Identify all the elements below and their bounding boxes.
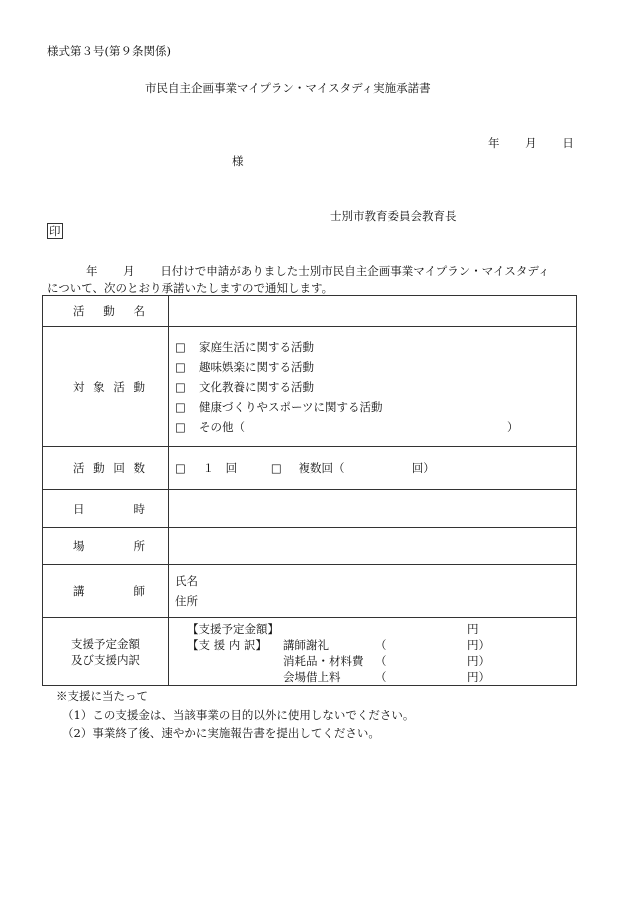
label-char: 時 <box>133 501 145 516</box>
count-multi-label: 複数回（ <box>298 461 345 475</box>
checkbox-icon[interactable]: □ <box>175 379 186 394</box>
label-char: 数 <box>133 461 145 475</box>
seal-mark <box>47 223 63 239</box>
item-close: 円） <box>467 638 490 652</box>
activity-count-label <box>43 447 169 490</box>
activity-name-label <box>43 296 169 327</box>
item-open-paren: （ <box>375 638 387 652</box>
row-support <box>43 618 577 686</box>
place-field[interactable] <box>169 528 577 565</box>
note-item: （2）事業終了後、速やかに実施報告書を提出してください。 <box>62 726 380 740</box>
count-once-label: １ 回 <box>202 461 238 475</box>
label-char: 所 <box>133 539 145 553</box>
item-name: 講師謝礼 <box>283 638 329 652</box>
label-char: 動 <box>103 304 115 318</box>
intro-month: 月 <box>123 264 135 278</box>
date-month: 月 <box>525 136 537 150</box>
option-other[interactable] <box>175 417 576 437</box>
option-culture[interactable] <box>175 377 576 397</box>
row-activity-count <box>43 447 577 490</box>
label-char: 動 <box>133 379 145 394</box>
label-char: 師 <box>133 584 145 598</box>
datetime-label <box>43 490 169 528</box>
row-place <box>43 528 577 565</box>
intro-year: 年 <box>86 264 98 278</box>
document-title: 市民自主企画事業マイプラン・マイスタディ実施承諾書 <box>145 81 431 95</box>
option-label: 文化教養に関する活動 <box>199 379 314 394</box>
option-health-sports[interactable] <box>175 397 576 417</box>
label-char: 名 <box>133 304 145 318</box>
item-open-paren: （ <box>375 670 387 684</box>
option-other-close: ） <box>507 419 519 434</box>
option-label: 趣味娯楽に関する活動 <box>199 359 314 374</box>
checkbox-icon[interactable]: □ <box>175 399 186 414</box>
checkbox-icon[interactable]: □ <box>175 461 186 475</box>
instructor-name-field[interactable] <box>175 571 576 591</box>
checkbox-icon[interactable]: □ <box>175 339 186 354</box>
label-char: 対 <box>73 379 85 394</box>
label-char: 場 <box>73 539 85 553</box>
instructor-address-label: 住所 <box>175 594 198 608</box>
support-label <box>43 618 169 686</box>
notes-heading: ※支援に当たって <box>56 689 148 703</box>
date-line <box>488 135 574 151</box>
date-year: 年 <box>488 136 500 150</box>
row-datetime <box>43 490 577 528</box>
row-activity-name <box>43 296 577 327</box>
checkbox-icon[interactable]: □ <box>270 461 282 475</box>
instructor-address-field[interactable] <box>175 591 576 611</box>
target-activity-label <box>43 327 169 447</box>
label-char: 象 <box>93 379 105 394</box>
form-table <box>42 295 577 686</box>
label-char: 活 <box>113 379 125 394</box>
item-close: 円） <box>467 654 490 668</box>
addressee-suffix: 様 <box>232 154 244 168</box>
date-day: 日 <box>562 136 574 150</box>
support-breakdown-label: 【支 援 内 訳】 <box>187 638 267 652</box>
intro-line-2: について、次のとおり承諾いたしますので通知します。 <box>47 281 334 295</box>
instructor-label <box>43 565 169 618</box>
count-multi-close: 回） <box>411 461 435 475</box>
seal-label: 印 <box>49 224 61 238</box>
form-number: 様式第３号(第９条関係) <box>47 44 171 58</box>
place-label <box>43 528 169 565</box>
row-instructor <box>43 565 577 618</box>
support-label-line-1: 支援予定金額 <box>71 636 140 651</box>
label-char: 講 <box>73 584 85 598</box>
row-target-activity <box>43 327 577 447</box>
item-name: 会場借上料 <box>283 670 341 684</box>
instructor-fields <box>169 565 577 618</box>
label-char: 日 <box>73 501 85 516</box>
item-name: 消耗品・材料費 <box>283 654 364 668</box>
support-planned-label: 【支援予定金額】 <box>187 622 279 636</box>
label-char: 活 <box>73 461 85 475</box>
option-label: 家庭生活に関する活動 <box>199 339 314 354</box>
option-home-life[interactable] <box>175 337 576 357</box>
target-activity-options <box>169 327 577 447</box>
datetime-field[interactable] <box>169 490 577 528</box>
option-label: 健康づくりやスポーツに関する活動 <box>199 399 383 414</box>
checkbox-icon[interactable]: □ <box>175 359 186 374</box>
label-char: 動 <box>93 461 105 475</box>
option-hobby[interactable] <box>175 357 576 377</box>
item-open-paren: （ <box>375 654 387 668</box>
intro-text: 日付けで申請がありました士別市民自主企画事業マイプラン・マイスタディ <box>160 264 550 278</box>
issuer: 士別市教育委員会教育長 <box>330 209 457 223</box>
note-item: （1）この支援金は、当該事業の目的以外に使用しないでください。 <box>62 708 415 722</box>
activity-name-field[interactable] <box>169 296 577 327</box>
option-label: その他（ <box>199 419 245 434</box>
item-close: 円） <box>467 670 490 684</box>
intro-line-1 <box>86 263 549 279</box>
support-details <box>169 618 577 686</box>
support-label-line-2: 及び支援内訳 <box>71 652 140 667</box>
label-char: 活 <box>73 304 85 318</box>
instructor-name-label: 氏名 <box>175 574 198 588</box>
support-planned-yen: 円 <box>467 622 479 636</box>
checkbox-icon[interactable]: □ <box>175 419 186 434</box>
activity-count-options <box>169 447 577 490</box>
label-char: 回 <box>113 461 125 475</box>
